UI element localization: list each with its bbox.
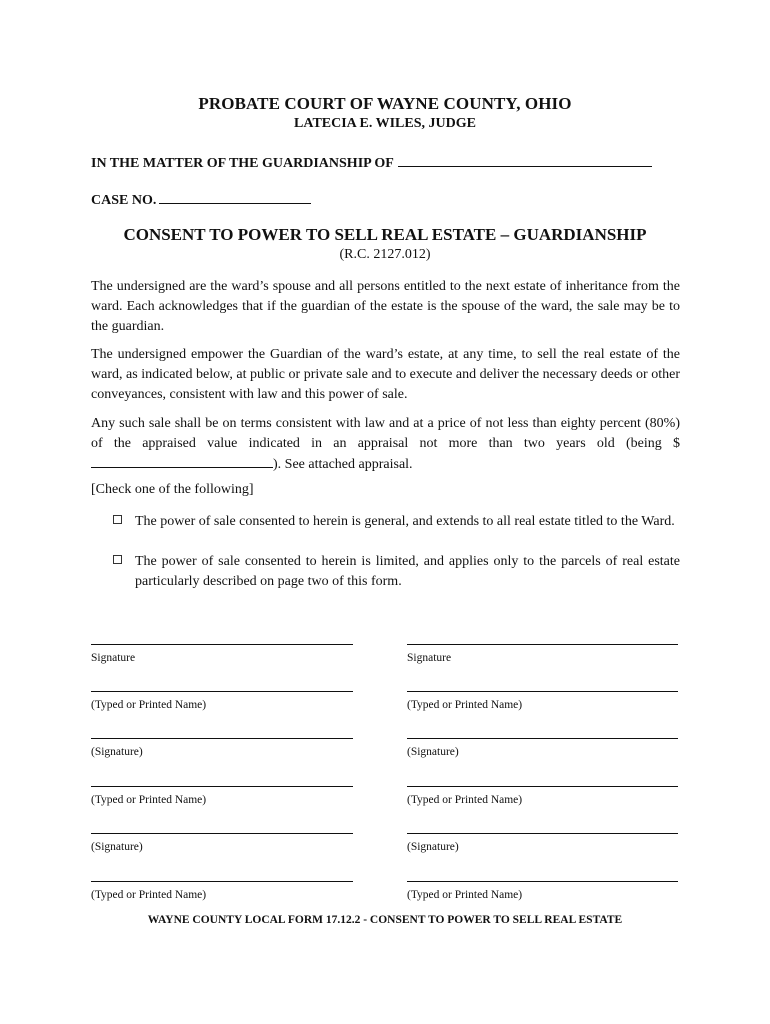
name-label: (Typed or Printed Name) xyxy=(91,889,207,901)
signature-block-left-1 xyxy=(91,644,353,664)
option-limited-text: The power of sale consented to herein is limited, and applies only to the parcels of real estate particularly described on page two of this form. xyxy=(135,554,680,589)
signature-label: Signature xyxy=(407,652,452,664)
name-block-left-3 xyxy=(91,881,353,901)
name-line[interactable] xyxy=(91,881,353,882)
case-number-caption xyxy=(91,189,311,209)
signature-label: Signature xyxy=(91,652,136,664)
option-general-text: The power of sale consented to herein is general, and extends to all real estate titled to the Ward. xyxy=(135,514,675,529)
form-title: CONSENT TO POWER TO SELL REAL ESTATE – GUARDIANSHIP xyxy=(123,225,647,244)
signature-block-left-2 xyxy=(91,738,353,758)
case-number-blank[interactable] xyxy=(159,189,311,204)
sale-terms-text: Any such sale shall be on terms consistent with law and at a price of not less than eighty percent (80%) of the appraised value indicated in an appraisal not more than two years old (being $ xyxy=(91,416,680,451)
signature-line[interactable] xyxy=(407,833,678,834)
signature-line[interactable] xyxy=(407,738,678,739)
signature-block-right-1 xyxy=(407,644,678,664)
name-line[interactable] xyxy=(407,881,678,882)
signature-line[interactable] xyxy=(91,833,353,834)
checkbox-general[interactable] xyxy=(113,515,122,524)
name-block-left-1 xyxy=(91,691,353,711)
judge-name: LATECIA E. WILES, JUDGE xyxy=(294,116,476,131)
name-block-right-2 xyxy=(407,786,678,806)
signature-line[interactable] xyxy=(407,644,678,645)
signature-block-left-3 xyxy=(91,833,353,853)
court-name: PROBATE COURT OF WAYNE COUNTY, OHIO xyxy=(198,94,572,113)
name-block-right-1 xyxy=(407,691,678,711)
name-block-right-3 xyxy=(407,881,678,901)
appraisal-amount-blank[interactable] xyxy=(91,454,273,468)
signature-label: (Signature) xyxy=(91,746,143,758)
paragraph-empowerment: The undersigned empower the Guardian of the ward’s estate, at any time, to sell the real estate of the ward, as indicated below, at public or private sale and to execute and deliver the necessary deeds or other conveyances, consistent with law and this power of sale. xyxy=(91,347,680,402)
guardianship-label: IN THE MATTER OF THE GUARDIANSHIP OF xyxy=(91,156,394,171)
form-footer: WAYNE COUNTY LOCAL FORM 17.12.2 - CONSENT TO POWER TO SELL REAL ESTATE xyxy=(147,914,623,926)
ward-name-blank[interactable] xyxy=(398,152,652,167)
signature-line[interactable] xyxy=(91,738,353,739)
option-limited xyxy=(113,552,680,592)
name-line[interactable] xyxy=(91,786,353,787)
name-line[interactable] xyxy=(407,786,678,787)
statute-reference: (R.C. 2127.012) xyxy=(339,247,431,262)
signature-label: (Signature) xyxy=(91,841,143,853)
name-label: (Typed or Printed Name) xyxy=(407,794,523,806)
signature-block-right-2 xyxy=(407,738,678,758)
paragraph-entitled-persons: The undersigned are the ward’s spouse and all persons entitled to the next estate of inheritance from the ward. Each acknowledges that if the guardian of the estate is the spouse of the ward, the sale may be to the guardian. xyxy=(91,279,680,334)
name-label: (Typed or Printed Name) xyxy=(407,699,523,711)
name-line[interactable] xyxy=(407,691,678,692)
sale-terms-text-end: ). See attached appraisal. xyxy=(273,457,413,472)
signature-label: (Signature) xyxy=(407,746,459,758)
check-instruction: [Check one of the following] xyxy=(91,482,254,497)
case-number-label: CASE NO. xyxy=(91,193,157,208)
paragraph-sale-terms xyxy=(91,414,680,475)
signature-line[interactable] xyxy=(91,644,353,645)
checkbox-limited[interactable] xyxy=(113,555,122,564)
name-label: (Typed or Printed Name) xyxy=(407,889,523,901)
name-label: (Typed or Printed Name) xyxy=(91,794,207,806)
signature-block-right-3 xyxy=(407,833,678,853)
option-general xyxy=(113,512,680,532)
guardianship-caption xyxy=(91,152,652,172)
name-block-left-2 xyxy=(91,786,353,806)
signature-label: (Signature) xyxy=(407,841,459,853)
name-label: (Typed or Printed Name) xyxy=(91,699,207,711)
name-line[interactable] xyxy=(91,691,353,692)
